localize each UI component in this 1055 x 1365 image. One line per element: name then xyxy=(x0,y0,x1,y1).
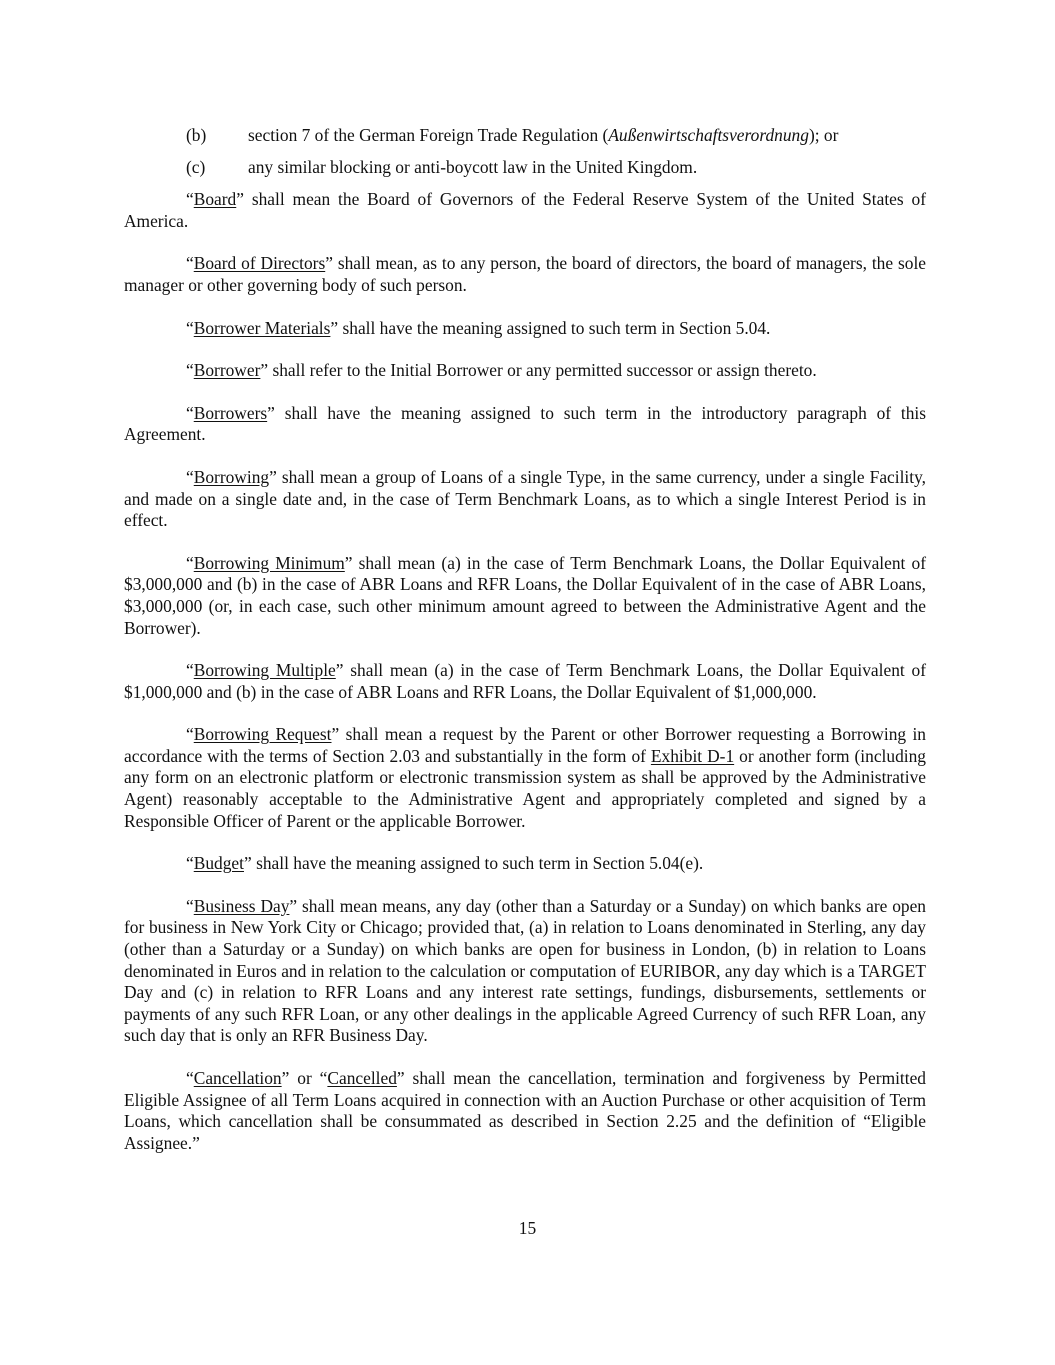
defined-term: Borrower xyxy=(193,360,261,381)
page-number: 15 xyxy=(518,1218,537,1238)
definition-borrowing-request: “Borrowing Request” shall mean a request by the Parent or other Borrower requesting a Borrowing in accordance with the terms of Section 2.03 and substantially in the form of Exhibit D-1 or another form (including any form on an electronic platform or electronic transmission system as shall be approved by the Administrative Agent) reasonably acceptable to the Administrative Agent and appropriately completed and signed by a Responsible Officer of Parent or the applicable Borrower. xyxy=(124,724,926,831)
defined-term: Borrowers xyxy=(193,402,268,423)
defined-term: Cancelled xyxy=(327,1068,397,1088)
defined-term: Borrowing Request xyxy=(193,724,332,745)
definition-borrowing-minimum: “Borrowing Minimum” shall mean (a) in the case of Term Benchmark Loans, the Dollar Equivalent of $3,000,000 and (b) in the case of ABR Loans and RFR Loans, the Dollar Equivalent of in the case of ABR Loans, $3,000,000 (or, in each case, such other minimum amount agreed to between the Administrative Agent and the Borrower). xyxy=(124,552,926,638)
defined-term: Borrowing Multiple xyxy=(193,660,336,681)
definition-borrowing-multiple: “Borrowing Multiple” shall mean (a) in the case of Term Benchmark Loans, the Dollar Equivalent of $1,000,000 and (b) in the case of ABR Loans and RFR Loans, the Dollar Equivalent of $1,000,000. xyxy=(124,660,926,702)
defined-term: Board of Directors xyxy=(193,253,326,274)
definition-borrowers: “Borrowers” shall have the meaning assigned to such term in the introductory paragraph of this Agreement. xyxy=(124,402,926,445)
german-term: Außenwirtschaftsverordnung xyxy=(608,125,809,145)
definition-borrowing: “Borrowing” shall mean a group of Loans of a single Type, in the same currency, under a single Facility, and made on a single date and, in the case of Term Benchmark Loans, as to which a single Interest Period is in effect. xyxy=(124,466,926,531)
definition-borrower-materials: “Borrower Materials” shall have the meaning assigned to such term in Section 5.04. xyxy=(186,317,771,338)
list-item-c xyxy=(124,157,926,179)
defined-term: Board xyxy=(193,189,237,210)
defined-term: Borrowing Minimum xyxy=(193,552,345,573)
definition-business-day: “Business Day” shall mean means, any day (other than a Saturday or a Sunday) on which banks are open for business in New York City or Chicago; provided that, (a) in relation to Loans denominated in Sterling, any day (other than a Saturday or a Sunday) on which banks are open for business in London, (b) in relation to Loans denominated in Euros and in relation to the calculation or computation of EURIBOR, any day which is a TARGET Day and (c) in relation to RFR Loans and any interest rate settings, fundings, disbursements, settlements or payments of any such RFR Loan, or any other dealings in the applicable Agreed Currency of such RFR Loan, any such day that is only an RFR Business Day. xyxy=(124,895,926,1046)
definition-cancellation: “Cancellation” or “Cancelled” shall mean the cancellation, termination and forgiveness by Permitted Eligible Assignee of all Term Loans acquired in connection with an Auction Purchase or other acquisition of Term Loans, which cancellation shall be consummated as described in Section 2.25 and the definition of “Eligible Assignee.” xyxy=(124,1068,927,1153)
defined-term: Borrowing xyxy=(193,466,270,487)
defined-term: Business Day xyxy=(193,895,290,916)
list-item-b xyxy=(124,125,926,147)
defined-term: Cancellation xyxy=(193,1068,282,1088)
defined-term: Borrower Materials xyxy=(193,317,331,338)
definition-board: “Board” shall mean the Board of Governors of the Federal Reserve System of the United States of America. xyxy=(124,189,926,231)
definition-budget: “Budget” shall have the meaning assigned to such term in Section 5.04(e). xyxy=(186,853,704,874)
exhibit-reference: Exhibit D-1 xyxy=(650,745,735,766)
list-text-c: any similar blocking or anti-boycott law in the United Kingdom. xyxy=(248,157,698,178)
definition-board-of-directors: “Board of Directors” shall mean, as to any person, the board of directors, the board of managers, the sole manager or other governing body of such person. xyxy=(124,253,926,295)
document-page xyxy=(124,125,926,1154)
list-marker-c: (c) xyxy=(186,157,206,178)
definition-borrower: “Borrower” shall refer to the Initial Borrower or any permitted successor or assign thereto. xyxy=(186,360,817,381)
list-marker-b: (b) xyxy=(186,125,207,145)
defined-term: Budget xyxy=(193,853,244,874)
list-text-b: section 7 of the German Foreign Trade Regulation (Außenwirtschaftsverordnung); or xyxy=(248,125,839,145)
